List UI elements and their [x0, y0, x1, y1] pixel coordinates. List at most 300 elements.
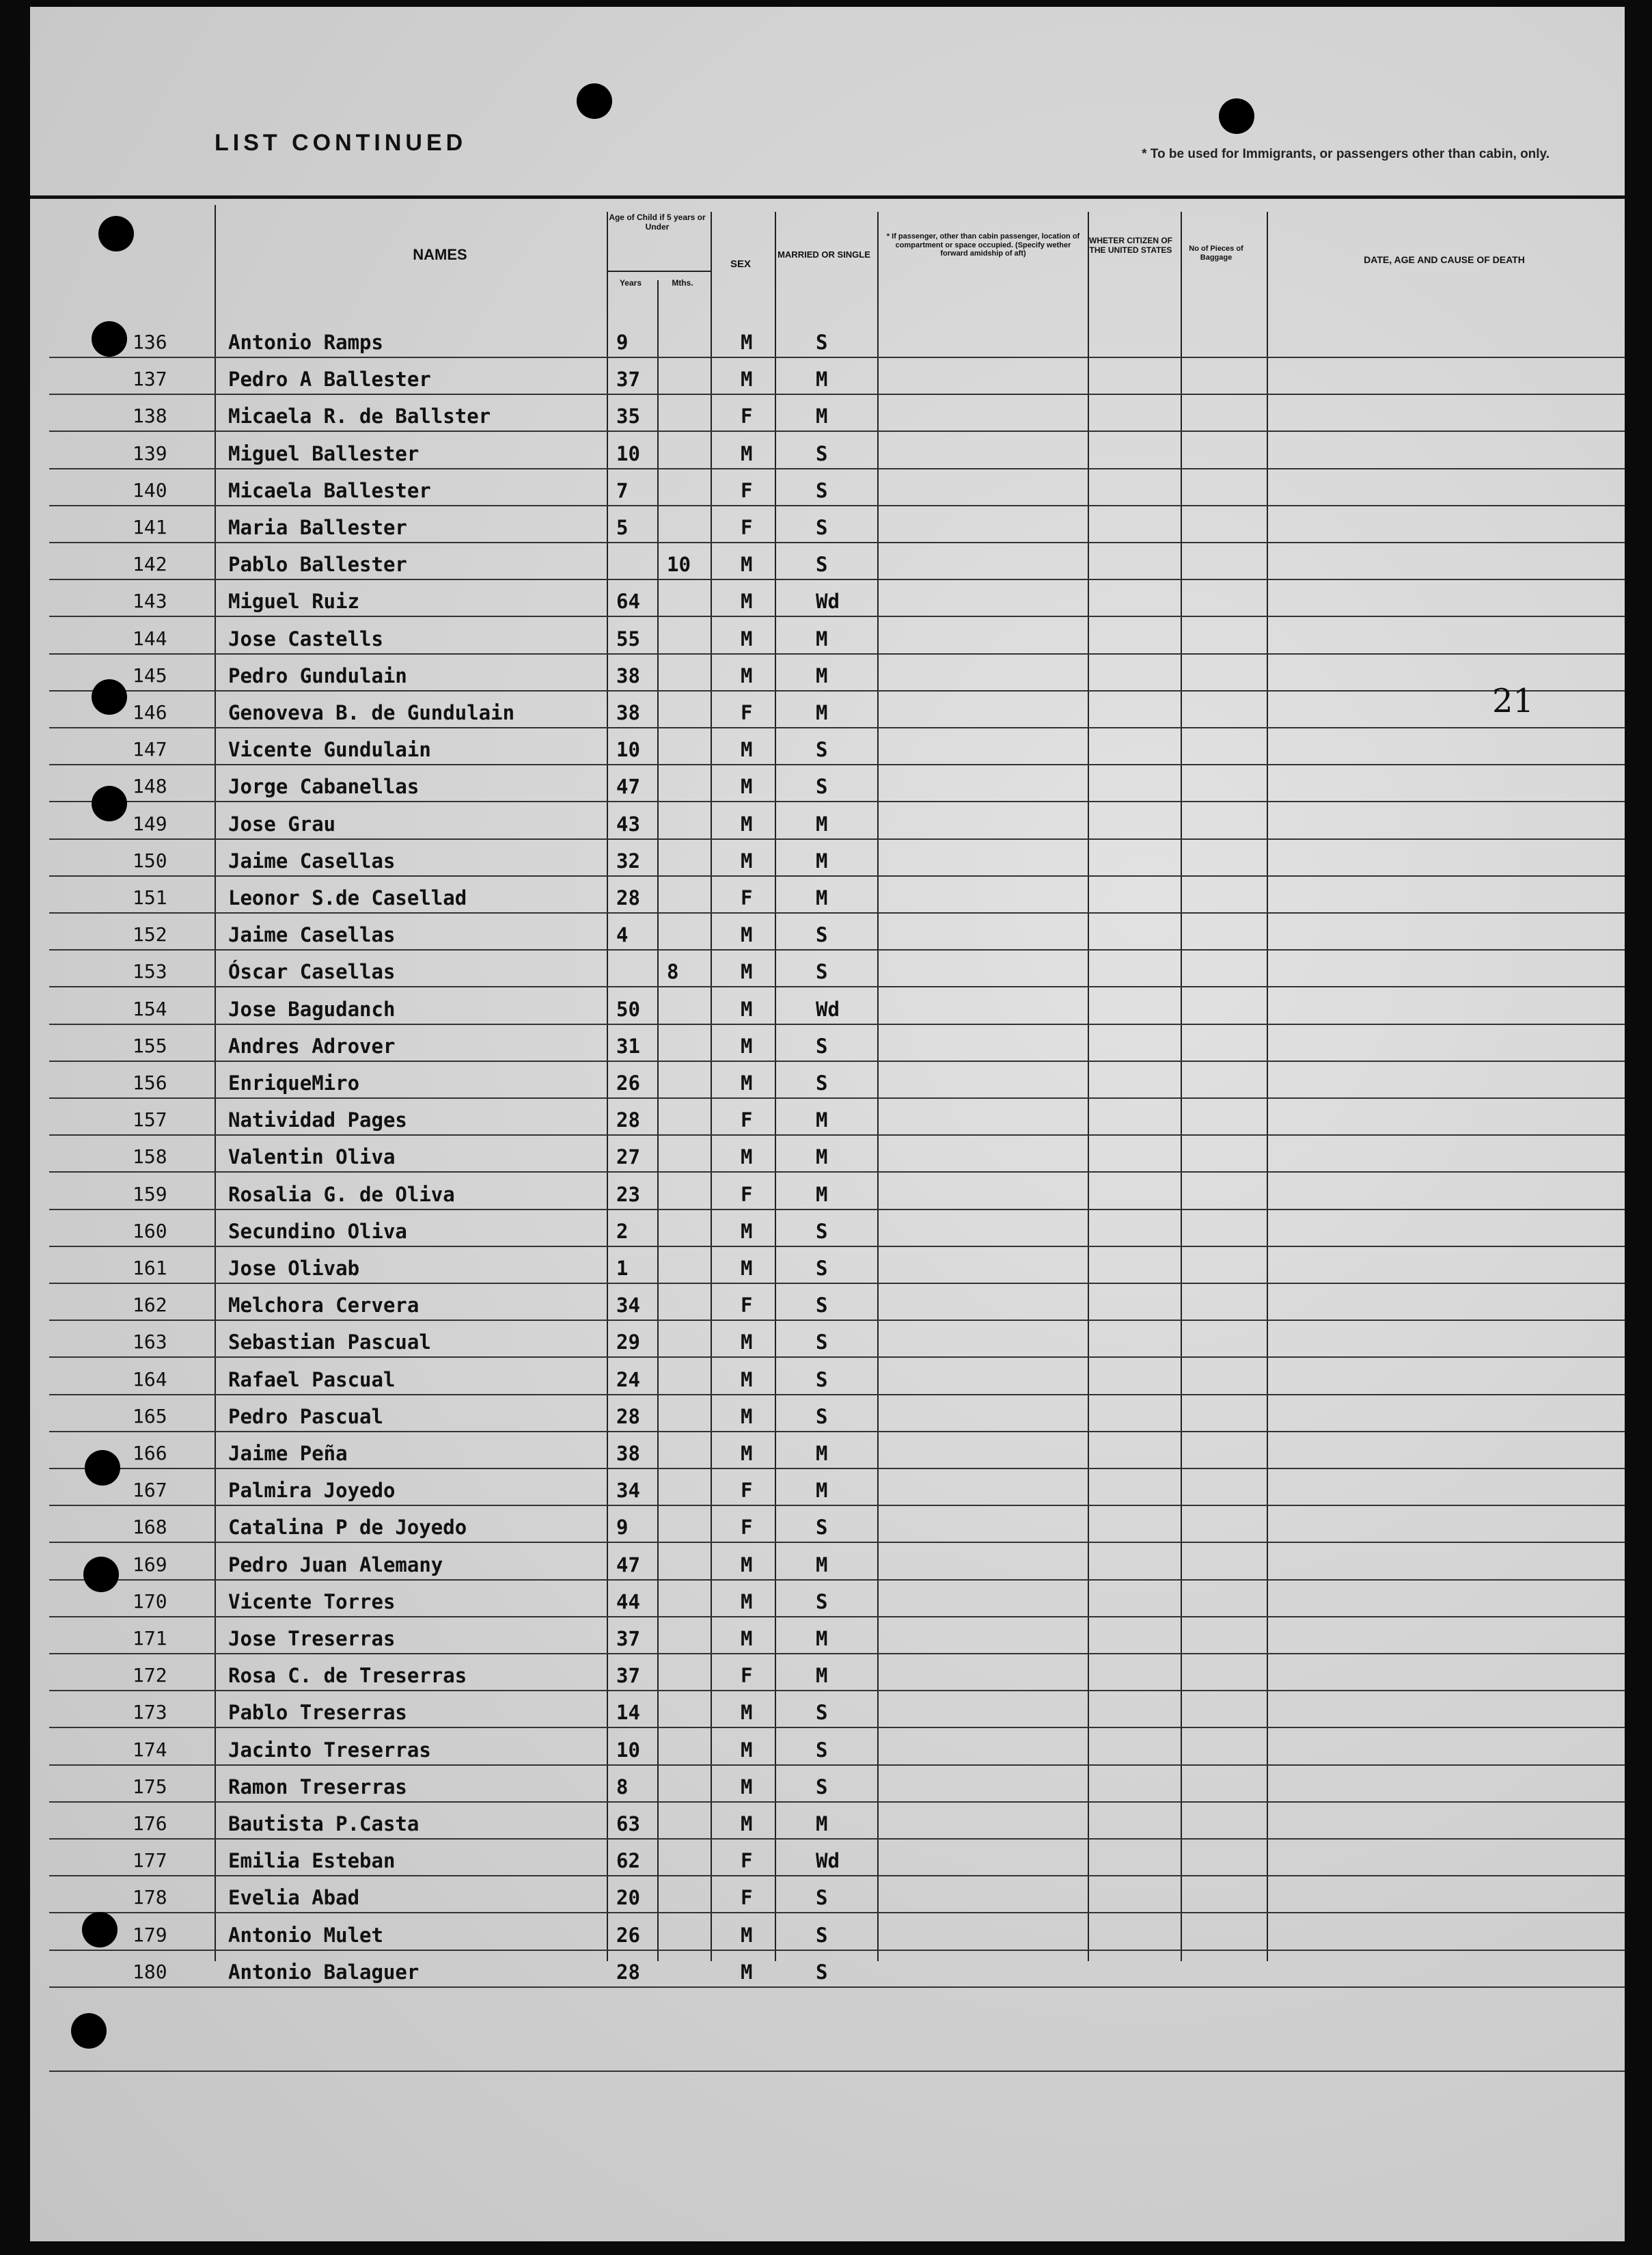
row-number: 168 [133, 1516, 167, 1539]
age-years: 43 [616, 812, 640, 836]
age-years: 5 [616, 516, 629, 539]
sex-value: M [741, 1034, 753, 1058]
marital-status: S [816, 1367, 828, 1391]
age-years: 37 [616, 1664, 640, 1688]
row-rule [49, 1431, 1625, 1432]
row-rule [49, 394, 1625, 395]
sex-value: M [741, 1404, 753, 1428]
passenger-name: Valentin Oliva [228, 1145, 396, 1169]
header-rule [30, 195, 1625, 199]
marital-status: M [816, 849, 828, 873]
sex-value: F [741, 478, 753, 502]
sex-value: M [741, 1330, 753, 1354]
row-number: 165 [133, 1404, 167, 1427]
row-number: 166 [133, 1442, 167, 1464]
row-rule [49, 801, 1625, 802]
passenger-name: Pedro Juan Alemany [228, 1553, 443, 1576]
col-header-sex: SEX [730, 258, 751, 270]
passenger-name: Jose Bagudanch [228, 997, 396, 1021]
sex-value: F [741, 1886, 753, 1910]
age-years: 34 [616, 1479, 640, 1503]
marital-status: M [816, 1145, 828, 1169]
passenger-name: Pedro Pascual [228, 1404, 383, 1428]
passenger-name: Pedro A Ballester [228, 368, 431, 392]
row-number: 161 [133, 1257, 167, 1279]
sex-value: F [741, 701, 753, 724]
row-number: 148 [133, 775, 167, 798]
col-header-age: Age of Child if 5 years or Under [609, 213, 706, 232]
row-rule [49, 653, 1625, 655]
row-rule [49, 357, 1625, 358]
row-number: 174 [133, 1738, 167, 1761]
passenger-name: Óscar Casellas [228, 960, 396, 984]
age-years: 4 [616, 923, 629, 947]
marital-status: S [816, 1886, 828, 1910]
row-rule [49, 1950, 1625, 1951]
marital-status: M [816, 1627, 828, 1650]
sex-value: F [741, 516, 753, 539]
marital-status: S [816, 1960, 828, 1984]
marital-status: S [816, 1516, 828, 1540]
row-number: 167 [133, 1479, 167, 1502]
row-number: 144 [133, 627, 167, 650]
row-number: 154 [133, 997, 167, 1020]
row-rule [49, 616, 1625, 617]
row-rule [49, 1209, 1625, 1210]
row-number: 138 [133, 405, 167, 428]
row-number: 169 [133, 1553, 167, 1576]
passenger-name: Jose Grau [228, 812, 336, 836]
punch-hole [92, 679, 127, 715]
age-years: 10 [616, 1738, 640, 1762]
sex-value: M [741, 1775, 753, 1799]
row-rule [49, 838, 1625, 840]
age-years: 10 [616, 738, 640, 762]
row-rule [49, 1061, 1625, 1062]
passenger-name: Vicente Gundulain [228, 738, 431, 762]
passenger-name: Jose Treserras [228, 1627, 396, 1650]
age-years: 37 [616, 368, 640, 392]
passenger-name: Micaela R. de Ballster [228, 405, 491, 428]
age-months: 10 [667, 553, 691, 577]
passenger-name: Secundino Oliva [228, 1219, 407, 1243]
sex-value: M [741, 1219, 753, 1243]
row-number: 147 [133, 738, 167, 761]
marital-status: M [816, 1182, 828, 1206]
row-rule [49, 727, 1625, 728]
sex-value: M [741, 1627, 753, 1650]
marital-status: S [816, 1589, 828, 1613]
row-number: 137 [133, 368, 167, 391]
col-header-baggage: No of Pieces of Baggage [1189, 245, 1243, 262]
sex-value: M [741, 331, 753, 354]
marital-status: M [816, 886, 828, 910]
sex-value: M [741, 812, 753, 836]
row-rule [49, 1542, 1625, 1543]
passenger-name: Pablo Treserras [228, 1701, 407, 1725]
col-header-mths: Mths. [672, 278, 693, 288]
age-years: 63 [616, 1812, 640, 1835]
age-years: 34 [616, 1294, 640, 1317]
age-years: 38 [616, 701, 640, 724]
age-years: 31 [616, 1034, 640, 1058]
row-rule [49, 690, 1625, 692]
row-rule [49, 1727, 1625, 1728]
list-title: LIST CONTINUED [215, 130, 467, 156]
row-rule [49, 1320, 1625, 1321]
age-years: 28 [616, 1404, 640, 1428]
col-header-passenger: * If passenger, other than cabin passenger, location of compartment or space occupied. (Specify wether forward amidship of aft) [886, 232, 1080, 258]
sex-value: F [741, 1849, 753, 1873]
row-number: 179 [133, 1923, 167, 1946]
marital-status: S [816, 553, 828, 577]
sex-value: M [741, 1738, 753, 1762]
sex-value: M [741, 775, 753, 799]
sex-value: M [741, 1701, 753, 1725]
passenger-name: Pablo Ballester [228, 553, 407, 577]
marital-status: S [816, 1219, 828, 1243]
row-number: 153 [133, 960, 167, 983]
marital-status: S [816, 960, 828, 984]
age-years: 1 [616, 1257, 629, 1280]
age-years: 35 [616, 405, 640, 428]
row-number: 177 [133, 1849, 167, 1872]
marital-status: Wd [816, 997, 840, 1021]
age-months: 8 [667, 960, 679, 984]
punch-hole [71, 2013, 107, 2049]
row-number: 145 [133, 664, 167, 687]
col-header-years: Years [619, 278, 642, 288]
passenger-name: Emilia Esteban [228, 1849, 396, 1873]
row-number: 136 [133, 331, 167, 353]
punch-hole [92, 786, 127, 821]
age-years: 2 [616, 1219, 629, 1243]
sex-value: M [741, 1960, 753, 1984]
marital-status: M [816, 664, 828, 687]
punch-hole [82, 1912, 118, 1948]
row-rule [49, 1097, 1625, 1099]
marital-status: S [816, 1701, 828, 1725]
row-rule [49, 1505, 1625, 1506]
passenger-name: Jaime Peña [228, 1442, 348, 1465]
age-years: 47 [616, 1553, 640, 1576]
sex-value: M [741, 590, 753, 614]
sex-value: M [741, 849, 753, 873]
row-number: 150 [133, 849, 167, 872]
age-subheader-rule [607, 271, 711, 272]
row-rule [49, 1468, 1625, 1469]
punch-hole [98, 216, 134, 251]
age-years: 26 [616, 1071, 640, 1095]
passenger-name: Ramon Treserras [228, 1775, 407, 1799]
marital-status: S [816, 1294, 828, 1317]
passenger-name: Bautista P.Casta [228, 1812, 419, 1835]
age-years: 28 [616, 1108, 640, 1132]
column-rule [711, 212, 712, 1961]
passenger-name: Natividad Pages [228, 1108, 407, 1132]
marital-status: S [816, 441, 828, 465]
row-rule [49, 949, 1625, 951]
row-rule [49, 1134, 1625, 1136]
col-header-citizen: WHETER CITIZEN OF THE UNITED STATES [1089, 236, 1172, 255]
row-number: 175 [133, 1775, 167, 1798]
row-rule [49, 1283, 1625, 1284]
passenger-name: Catalina P de Joyedo [228, 1516, 467, 1540]
column-rule [775, 212, 776, 1961]
row-number: 173 [133, 1701, 167, 1724]
passenger-name: EnriqueMiro [228, 1071, 360, 1095]
row-rule [49, 542, 1625, 543]
row-rule [49, 1838, 1625, 1840]
column-rule [1181, 212, 1182, 1961]
passenger-name: Rosalia G. de Oliva [228, 1182, 455, 1206]
row-rule [49, 764, 1625, 765]
age-years: 38 [616, 1442, 640, 1465]
age-years: 9 [616, 1516, 629, 1540]
marital-status: M [816, 812, 828, 836]
row-rule [49, 875, 1625, 877]
sex-value: M [741, 1442, 753, 1465]
row-rule [49, 1764, 1625, 1766]
row-number: 143 [133, 590, 167, 613]
sex-value: F [741, 1479, 753, 1503]
punch-hole [92, 321, 127, 357]
row-number: 160 [133, 1219, 167, 1242]
row-number: 151 [133, 886, 167, 909]
marital-status: M [816, 405, 828, 428]
marital-status: S [816, 775, 828, 799]
punch-hole [85, 1450, 120, 1486]
marital-status: S [816, 738, 828, 762]
sex-value: F [741, 1516, 753, 1540]
sex-value: M [741, 1553, 753, 1576]
row-rule [49, 1246, 1625, 1247]
age-years: 10 [616, 441, 640, 465]
age-years: 55 [616, 627, 640, 651]
passenger-name: Melchora Cervera [228, 1294, 419, 1317]
passenger-name: Jorge Cabanellas [228, 775, 419, 799]
age-years: 47 [616, 775, 640, 799]
sex-value: M [741, 923, 753, 947]
sex-value: M [741, 1071, 753, 1095]
marital-status: M [816, 1812, 828, 1835]
marital-status: Wd [816, 590, 840, 614]
row-number: 155 [133, 1034, 167, 1057]
row-rule [49, 1024, 1625, 1025]
punch-hole [577, 83, 612, 119]
row-number: 142 [133, 553, 167, 576]
row-number: 164 [133, 1367, 167, 1391]
age-years: 37 [616, 1627, 640, 1650]
sex-value: M [741, 553, 753, 577]
row-rule [49, 1801, 1625, 1803]
row-number: 146 [133, 701, 167, 724]
passenger-name: Jose Castells [228, 627, 383, 651]
age-years: 26 [616, 1923, 640, 1947]
row-number: 156 [133, 1071, 167, 1094]
marital-status: S [816, 1404, 828, 1428]
marital-status: S [816, 1775, 828, 1799]
age-years: 62 [616, 1849, 640, 1873]
passenger-name: Evelia Abad [228, 1886, 360, 1910]
column-rule [877, 212, 879, 1961]
col-header-names: NAMES [413, 246, 467, 263]
row-rule [49, 1690, 1625, 1691]
row-number: 158 [133, 1145, 167, 1168]
row-rule [49, 1875, 1625, 1876]
row-rule [49, 1579, 1625, 1581]
marital-status: S [816, 1034, 828, 1058]
column-rule [607, 212, 608, 1961]
row-number: 163 [133, 1330, 167, 1354]
passenger-name: Leonor S.de Casellad [228, 886, 467, 910]
marital-status: S [816, 1738, 828, 1762]
marital-status: M [816, 368, 828, 392]
sex-value: M [741, 1145, 753, 1169]
age-years: 64 [616, 590, 640, 614]
sex-value: F [741, 1108, 753, 1132]
row-number: 149 [133, 812, 167, 835]
passenger-name: Jaime Casellas [228, 849, 396, 873]
marital-status: Wd [816, 1849, 840, 1873]
passenger-name: Maria Ballester [228, 516, 407, 539]
marital-status: M [816, 627, 828, 651]
sex-value: M [741, 1257, 753, 1280]
row-number: 139 [133, 441, 167, 465]
row-number: 178 [133, 1886, 167, 1909]
sex-value: M [741, 1923, 753, 1947]
row-number: 152 [133, 923, 167, 946]
marital-status: S [816, 923, 828, 947]
passenger-name: Antonio Balaguer [228, 1960, 419, 1984]
row-number: 162 [133, 1294, 167, 1317]
row-rule [49, 430, 1625, 432]
marital-status: S [816, 331, 828, 354]
col-header-married: MARRIED OR SINGLE [777, 249, 870, 260]
row-number: 157 [133, 1108, 167, 1132]
passenger-name: Pedro Gundulain [228, 664, 407, 687]
sex-value: M [741, 1812, 753, 1835]
sex-value: F [741, 886, 753, 910]
passenger-name: Miguel Ruiz [228, 590, 360, 614]
age-years: 24 [616, 1367, 640, 1391]
marital-status: S [816, 478, 828, 502]
row-number: 141 [133, 516, 167, 538]
age-years: 29 [616, 1330, 640, 1354]
row-number: 159 [133, 1182, 167, 1205]
age-years: 32 [616, 849, 640, 873]
passenger-name: Jacinto Treserras [228, 1738, 431, 1762]
row-rule [49, 1394, 1625, 1395]
sex-value: M [741, 738, 753, 762]
footnote-header: * To be used for Immigrants, or passengers other than cabin, only. [1142, 147, 1550, 161]
row-rule [49, 912, 1625, 914]
passenger-name: Genoveva B. de Gundulain [228, 701, 515, 724]
column-rule [1088, 212, 1089, 1961]
passenger-name: Palmira Joyedo [228, 1479, 396, 1503]
row-number: 172 [133, 1664, 167, 1687]
passenger-name: Micaela Ballester [228, 478, 431, 502]
marital-status: S [816, 1071, 828, 1095]
marital-status: M [816, 1108, 828, 1132]
manifest-sheet [30, 7, 1625, 2241]
age-years: 27 [616, 1145, 640, 1169]
row-rule [49, 579, 1625, 580]
passenger-name: Vicente Torres [228, 1589, 396, 1613]
marital-status: S [816, 516, 828, 539]
bottom-rule [49, 2070, 1625, 2072]
marital-status: M [816, 1479, 828, 1503]
column-rule [1267, 212, 1268, 1961]
age-years: 28 [616, 886, 640, 910]
sex-value: M [741, 368, 753, 392]
sex-value: M [741, 1367, 753, 1391]
sex-value: M [741, 997, 753, 1021]
age-years: 44 [616, 1589, 640, 1613]
age-years: 38 [616, 664, 640, 687]
row-rule [49, 1912, 1625, 1913]
age-years: 9 [616, 331, 629, 354]
row-number: 171 [133, 1627, 167, 1650]
row-rule [49, 1356, 1625, 1358]
age-years: 8 [616, 1775, 629, 1799]
marital-status: M [816, 1664, 828, 1688]
age-years: 20 [616, 1886, 640, 1910]
sex-value: F [741, 1182, 753, 1206]
passenger-name: Jaime Casellas [228, 923, 396, 947]
row-number: 176 [133, 1812, 167, 1835]
passenger-name: Sebastian Pascual [228, 1330, 431, 1354]
row-number: 170 [133, 1589, 167, 1613]
row-rule [49, 1171, 1625, 1173]
marital-status: M [816, 701, 828, 724]
passenger-name: Rosa C. de Treserras [228, 1664, 467, 1688]
margin-note: 21 [1492, 682, 1534, 720]
sex-value: F [741, 405, 753, 428]
marital-status: M [816, 1442, 828, 1465]
row-rule [49, 1653, 1625, 1654]
passenger-name: Antonio Ramps [228, 331, 383, 354]
age-years: 23 [616, 1182, 640, 1206]
sex-value: F [741, 1664, 753, 1688]
row-rule [49, 468, 1625, 469]
marital-status: S [816, 1257, 828, 1280]
row-rule [49, 1986, 1625, 1988]
passenger-name: Andres Adrover [228, 1034, 396, 1058]
age-years: 14 [616, 1701, 640, 1725]
row-number: 180 [133, 1960, 167, 1983]
row-rule [49, 505, 1625, 506]
passenger-name: Miguel Ballester [228, 441, 419, 465]
col-header-death: DATE, AGE AND CAUSE OF DEATH [1364, 254, 1525, 265]
sex-value: M [741, 1589, 753, 1613]
passenger-name: Jose Olivab [228, 1257, 360, 1280]
sex-value: F [741, 1294, 753, 1317]
marital-status: S [816, 1330, 828, 1354]
age-years: 28 [616, 1960, 640, 1984]
sex-value: M [741, 664, 753, 687]
sex-value: M [741, 960, 753, 984]
sex-value: M [741, 627, 753, 651]
row-rule [49, 986, 1625, 987]
punch-hole [1219, 98, 1254, 134]
row-number: 140 [133, 478, 167, 502]
sex-value: M [741, 441, 753, 465]
age-years: 7 [616, 478, 629, 502]
age-years: 50 [616, 997, 640, 1021]
punch-hole [83, 1557, 119, 1592]
passenger-name: Rafael Pascual [228, 1367, 396, 1391]
